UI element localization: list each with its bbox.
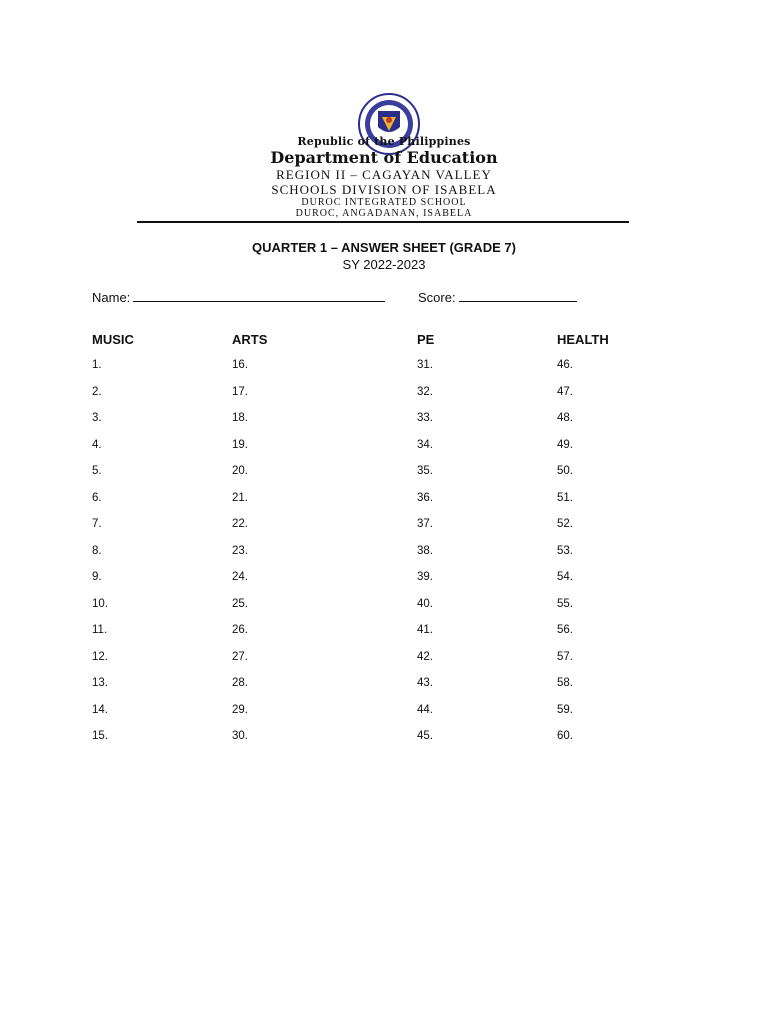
region-heading: REGION II – CAGAYAN VALLEY <box>276 167 492 182</box>
answer-item: 15. <box>92 730 108 742</box>
answer-item: 13. <box>92 677 108 689</box>
answer-item: 45. <box>417 730 433 742</box>
school-heading: DUROC INTEGRATED SCHOOL <box>301 197 467 208</box>
answer-item: 10. <box>92 597 108 610</box>
answer-item: 8. <box>92 544 102 557</box>
answer-item: 27. <box>232 650 248 663</box>
answer-item: 18. <box>232 412 248 424</box>
answer-item: 51. <box>557 491 573 504</box>
answer-item: 46. <box>557 359 573 371</box>
answer-item: 1. <box>92 359 102 371</box>
answer-item: 29. <box>232 703 248 716</box>
answer-item: 60. <box>557 730 573 742</box>
score-label: Score: <box>418 290 456 305</box>
answer-item: 47. <box>557 385 573 398</box>
answer-item: 14. <box>92 703 108 716</box>
answer-item: 9. <box>92 571 102 583</box>
division-heading: SCHOOLS DIVISION OF ISABELA <box>271 182 497 197</box>
answer-item: 37. <box>417 518 433 530</box>
name-label: Name: <box>92 290 131 305</box>
answer-item: 52. <box>557 518 573 530</box>
answer-item: 48. <box>557 412 573 424</box>
answer-item: 33. <box>417 412 433 424</box>
answer-item: 39. <box>417 571 433 583</box>
column-heading: HEALTH <box>557 332 609 347</box>
music-item-list <box>92 358 242 756</box>
answer-item: 17. <box>232 385 248 398</box>
answer-item: 57. <box>557 650 573 663</box>
republic-heading: Republic of the Philippines <box>297 135 471 148</box>
health-column <box>557 332 707 756</box>
answer-item: 36. <box>417 491 433 504</box>
answer-item: 58. <box>557 677 573 689</box>
answer-item: 44. <box>417 703 433 716</box>
name-field[interactable] <box>92 289 385 305</box>
health-item-list <box>557 358 707 756</box>
answer-item: 25. <box>232 597 248 610</box>
answer-item: 35. <box>417 465 433 477</box>
answer-item: 6. <box>92 491 102 504</box>
column-heading: ARTS <box>232 332 268 347</box>
answer-item: 34. <box>417 438 433 451</box>
answer-item: 12. <box>92 650 108 663</box>
name-blank-line[interactable] <box>133 289 385 302</box>
answer-item: 54. <box>557 571 573 583</box>
answer-item: 20. <box>232 465 248 477</box>
arts-column <box>232 332 382 756</box>
answer-item: 30. <box>232 730 248 742</box>
answer-item: 11. <box>92 624 108 636</box>
answer-item: 2. <box>92 385 102 398</box>
answer-item: 41. <box>417 624 433 636</box>
answer-item: 49. <box>557 438 573 451</box>
answer-item: 56. <box>557 624 573 636</box>
answer-item: 7. <box>92 518 102 530</box>
answer-item: 43. <box>417 677 433 689</box>
score-field[interactable] <box>418 289 577 305</box>
answer-item: 22. <box>232 518 248 530</box>
address-heading: DUROC, ANGADANAN, ISABELA <box>295 208 473 219</box>
column-heading: MUSIC <box>92 332 134 347</box>
answer-item: 55. <box>557 597 573 610</box>
answer-item: 21. <box>232 491 248 504</box>
answer-item: 19. <box>232 438 248 451</box>
answer-item: 31. <box>417 359 433 371</box>
answer-item: 53. <box>557 544 573 557</box>
answer-item: 59. <box>557 703 573 716</box>
header-divider <box>137 221 629 223</box>
page-title: QUARTER 1 – ANSWER SHEET (GRADE 7) <box>252 240 516 255</box>
pe-item-list <box>417 358 567 756</box>
answer-item: 28. <box>232 677 248 689</box>
score-blank-line[interactable] <box>459 289 577 302</box>
department-heading: Department of Education <box>270 148 498 167</box>
answer-item: 24. <box>232 571 248 583</box>
music-column <box>92 332 242 756</box>
answer-item: 40. <box>417 597 433 610</box>
answer-item: 5. <box>92 465 102 477</box>
answer-item: 42. <box>417 650 433 663</box>
answer-item: 16. <box>232 359 248 371</box>
pe-column <box>417 332 567 756</box>
column-heading: PE <box>417 332 435 347</box>
answer-item: 26. <box>232 624 248 636</box>
arts-item-list <box>232 358 382 756</box>
answer-item: 3. <box>92 412 102 424</box>
answer-item: 23. <box>232 544 248 557</box>
school-year: SY 2022-2023 <box>342 257 426 272</box>
answer-item: 38. <box>417 544 433 557</box>
answer-item: 50. <box>557 465 573 477</box>
answer-item: 4. <box>92 438 102 451</box>
answer-item: 32. <box>417 385 433 398</box>
